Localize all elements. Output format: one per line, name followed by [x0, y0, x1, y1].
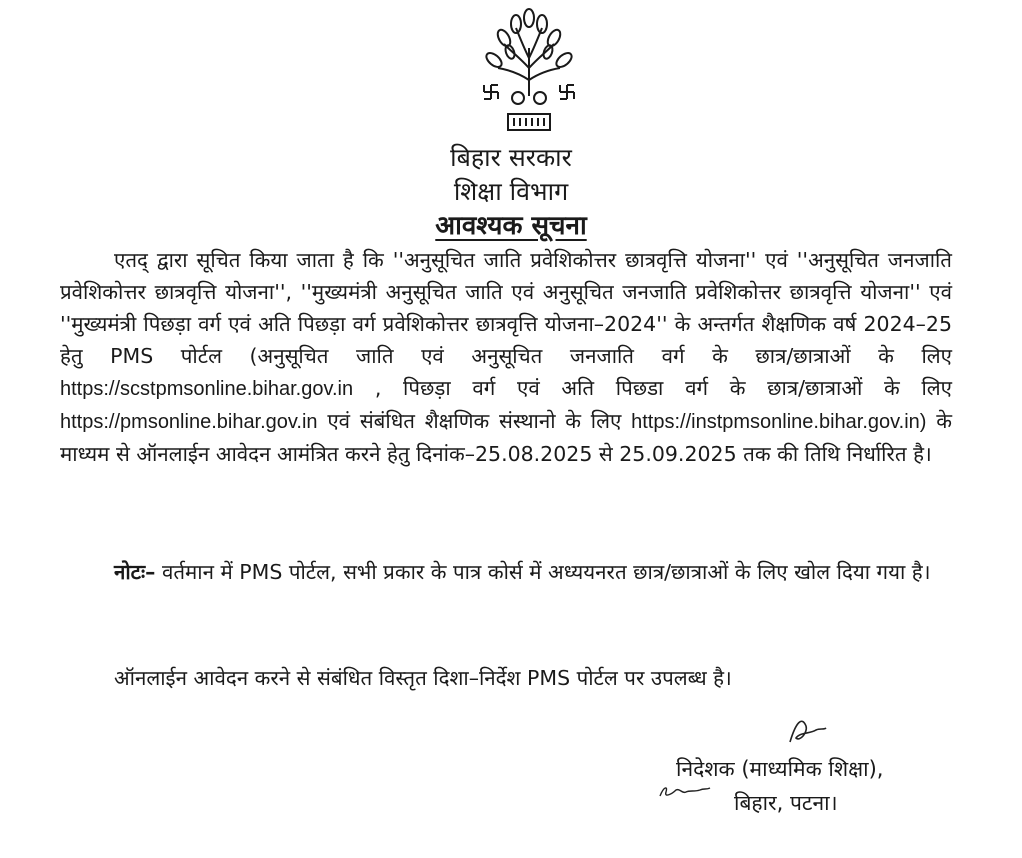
signatory-designation: निदेशक (माध्यमिक शिक्षा), [676, 757, 884, 781]
department-name: शिक्षा विभाग [453, 177, 569, 206]
scst-portal-link: https://scstpmsonline.bihar.gov.in [60, 378, 354, 400]
government-name: बिहार सरकार [450, 143, 572, 172]
main-paragraph-text-2: , पिछड़ा वर्ग एवं अति पिछडा वर्ग के छात्र/छात्राओं के लिए [374, 376, 952, 400]
main-paragraph-text-3: एवं संबंधित शैक्षणिक संस्थानो के लिए [327, 409, 622, 433]
guideline-paragraph: ऑनलाईन आवेदन करने से संबंधित विस्तृत दिशा–निर्देश PMS पोर्टल पर उपलब्ध है। [114, 666, 732, 690]
note-paragraph [60, 556, 952, 588]
main-paragraph [60, 244, 952, 470]
signatory-location: बिहार, पटना। [734, 791, 838, 815]
main-paragraph-text: एतद् द्वारा सूचित किया जाता है कि ''अनुसूचित जाति प्रवेशिकोत्तर छात्रवृत्ति योजना'' एवं ''अनुसूचित जनजाति प्रवेशिकोत्तर छात्रवृत्ति योजना'', ''मुख्यमंत्री अनुसूचित जाति एवं अनुसूचित जनजाति प्रवेशिकोत्तर छात्रवृत्ति योजना'' एवं ''मुख्यमंत्री पिछड़ा वर्ग एवं अति पिछड़ा वर्ग प्रवेशिकोत्तर छात्रवृत्ति योजना–2024'' के अन्तर्गत शैक्षणिक वर्ष 2024–25 हेतु PMS पोर्टल (अनुसूचित जाति एवं अनुसूचित जनजाति वर्ग के छात्र/छात्राओं के लिए [60, 248, 952, 368]
note-label: नोटः– [114, 560, 156, 584]
main-paragraph-text-4: के माध्यम से ऑनलाईन आवेदन आमंत्रित करने हेतु दिनांक–25.08.2025 से 25.09.2025 तक की तिथि निर्धारित है। [60, 409, 952, 466]
note-text: वर्तमान में PMS पोर्टल, सभी प्रकार के पात्र कोर्स में अध्ययनरत छात्र/छात्राओं के लिए खोल दिया गया है। [161, 560, 931, 584]
pms-portal-link: https://pmsonline.bihar.gov.in [60, 411, 318, 433]
bihar-emblem-icon [470, 8, 588, 136]
notice-title [0, 211, 1022, 241]
signature-icon [786, 712, 830, 752]
signatory-block [676, 752, 883, 820]
inst-portal-link: https://instpmsonline.bihar.gov.in) [631, 411, 927, 433]
notice-title-text: आवश्यक सूचना [435, 211, 587, 241]
